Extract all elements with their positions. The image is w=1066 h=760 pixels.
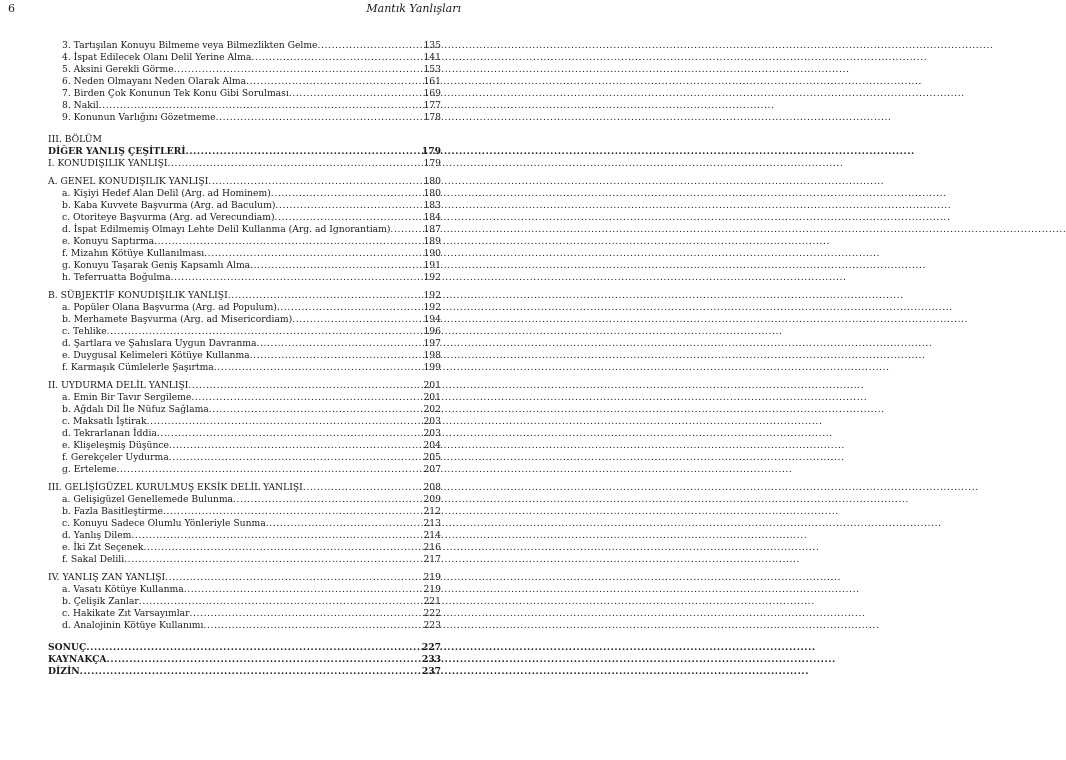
toc-entry-page: 205 xyxy=(423,452,441,463)
toc-entry-title: a. Emin Bir Tavır Sergileme xyxy=(62,392,192,403)
toc-entry[interactable] xyxy=(48,146,441,158)
dot-leader xyxy=(191,392,422,404)
toc-entry[interactable] xyxy=(48,440,441,452)
toc-entry-title: e. Klişeleşmiş Düşünce xyxy=(62,440,169,451)
toc-entry[interactable] xyxy=(48,608,441,620)
toc-entry-page: 141 xyxy=(423,52,441,63)
dot-leader xyxy=(163,506,422,518)
toc-entry[interactable] xyxy=(48,642,441,654)
dot-leader xyxy=(209,404,423,416)
dot-leader xyxy=(168,158,423,170)
toc-entry-title: KAYNAKÇA xyxy=(48,654,107,665)
toc-entry-page: 204 xyxy=(423,440,441,451)
toc-entry[interactable] xyxy=(48,248,441,260)
dot-leader xyxy=(289,88,423,100)
toc-entry-page: 191 xyxy=(423,260,441,271)
toc-entry-title: c. Otoriteye Başvurma (Arg. ad Verecundiam) xyxy=(62,212,275,223)
toc-entry-title: d. Analojinin Kötüye Kullanımı xyxy=(62,620,204,631)
toc-entry[interactable] xyxy=(48,200,441,212)
dot-leader xyxy=(208,176,422,188)
toc-entry[interactable] xyxy=(48,482,441,494)
toc-entry-title: b. Merhamete Başvurma (Arg. ad Misericordiam) xyxy=(62,314,293,325)
dot-leader xyxy=(266,518,423,530)
dot-leader xyxy=(256,338,422,350)
toc-entry[interactable] xyxy=(48,506,441,518)
dot-leader xyxy=(233,494,422,506)
toc-entry-page: 219 xyxy=(423,572,441,583)
toc-entry-title: I. KONUDIŞILIK YANLIŞI xyxy=(48,158,168,169)
dot-leader xyxy=(390,224,422,236)
toc-entry[interactable] xyxy=(48,64,441,76)
toc-entry[interactable] xyxy=(48,260,441,272)
toc-entry-page: 179 xyxy=(421,146,441,157)
toc-entry[interactable] xyxy=(48,362,441,374)
dot-leader xyxy=(169,452,423,464)
toc-entry-title: 7. Birden Çok Konunun Tek Konu Gibi Sorulması xyxy=(62,88,289,99)
toc-entry[interactable] xyxy=(48,188,441,200)
toc-entry-title: c. Maksatlı İştirak xyxy=(62,416,147,427)
toc-entry-title: h. Teferruatta Boğulma xyxy=(62,272,171,283)
toc-entry-title: b. Ağdalı Dil İle Nüfuz Sağlama xyxy=(62,404,209,415)
dot-leader xyxy=(147,416,423,428)
toc-entry-page: 184 xyxy=(423,212,441,223)
toc-entry-title: f. Mizahın Kötüye Kullanılması xyxy=(62,248,205,259)
toc-entry-page: 161 xyxy=(423,76,441,87)
toc-entry-page: 198 xyxy=(423,350,441,361)
dot-leader xyxy=(190,608,423,620)
toc-entry[interactable] xyxy=(48,554,441,566)
toc-entry-title: b. Kaba Kuvvete Başvurma (Arg. ad Baculum) xyxy=(62,200,276,211)
dot-leader xyxy=(86,642,420,654)
toc-entry[interactable] xyxy=(48,666,441,678)
toc-entry-page: 183 xyxy=(423,200,441,211)
toc-entry-title: f. Karmaşık Cümlelerle Şaşırtma xyxy=(62,362,214,373)
toc-entry[interactable] xyxy=(48,530,441,542)
toc-entry-title: IV. YANLIŞ ZAN YANLIŞI xyxy=(48,572,166,583)
toc-entry-page: 180 xyxy=(423,188,441,199)
dot-leader xyxy=(184,584,423,596)
dot-leader xyxy=(204,248,422,260)
toc-entry[interactable] xyxy=(48,494,441,506)
toc-entry-page: 199 xyxy=(423,362,441,373)
toc-entry-title: d. İspat Edilmemiş Olmayı Lehte Delil Kullanma (Arg. ad Ignorantiam) xyxy=(62,224,391,235)
toc-entry-title: d. Yanlış Dilem xyxy=(62,530,132,541)
toc-entry-title: b. Fazla Basitleştirme xyxy=(62,506,163,517)
toc-entry-title: II. UYDURMA DELİL YANLIŞI xyxy=(48,380,189,391)
toc-entry-page: 214 xyxy=(423,530,441,541)
toc-entry-page: 187 xyxy=(423,224,441,235)
dot-leader xyxy=(99,100,423,112)
toc-entry-title: 3. Tartışılan Konuyu Bilmeme veya Bilmezlikten Gelme xyxy=(62,40,318,51)
toc-entry-title: 8. Nakil xyxy=(62,100,99,111)
toc-entry-page: 208 xyxy=(423,482,441,493)
dot-leader xyxy=(165,572,422,584)
toc-entry-title: e. İki Zıt Seçenek xyxy=(62,542,144,553)
toc-entry-page: 179 xyxy=(423,158,441,169)
toc-entry[interactable] xyxy=(48,620,441,632)
toc-entry-title: d. Şartlara ve Şahıslara Uygun Davranma xyxy=(62,338,257,349)
toc-entry[interactable] xyxy=(48,112,441,124)
dot-leader xyxy=(250,350,423,362)
toc-entry-title: A. GENEL KONUDIŞILIK YANLIŞI xyxy=(48,176,209,187)
toc-entry[interactable] xyxy=(48,380,441,392)
toc-entry[interactable] xyxy=(48,40,441,52)
table-of-contents xyxy=(48,40,441,678)
dot-leader xyxy=(171,272,423,284)
dot-leader xyxy=(251,52,422,64)
toc-entry-page: 217 xyxy=(423,554,441,565)
dot-leader xyxy=(124,554,422,566)
dot-leader xyxy=(174,64,423,76)
dot-leader xyxy=(277,302,423,314)
toc-entry-title: B. SÜBJEKTİF KONUDIŞILIK YANLIŞI xyxy=(48,290,228,301)
dot-leader xyxy=(131,530,422,542)
toc-entry-page: 190 xyxy=(423,248,441,259)
toc-entry[interactable] xyxy=(48,518,441,530)
toc-entry[interactable] xyxy=(48,314,441,326)
toc-entry-page: 192 xyxy=(423,302,441,313)
toc-entry-title: c. Hakikate Zıt Varsayımlar xyxy=(62,608,190,619)
toc-entry-title: SONUÇ xyxy=(48,642,87,653)
toc-entry-page: 178 xyxy=(423,112,441,123)
dot-leader xyxy=(116,464,422,476)
toc-entry-page: 197 xyxy=(423,338,441,349)
toc-entry-page: 177 xyxy=(423,100,441,111)
page-number: 6 xyxy=(8,2,15,15)
dot-leader xyxy=(228,290,423,302)
toc-entry-title: 6. Neden Olmayanı Neden Olarak Alma xyxy=(62,76,247,87)
toc-entry-title: a. Gelişigüzel Genellemede Bulunma xyxy=(62,494,234,505)
section-heading: III. BÖLÜM xyxy=(48,134,102,145)
dot-leader xyxy=(80,666,421,678)
toc-entry-page: 207 xyxy=(423,464,441,475)
toc-entry-page: 216 xyxy=(423,542,441,553)
toc-entry-page: 233 xyxy=(421,654,441,665)
toc-entry-title: DİĞER YANLIŞ ÇEŞİTLERİ xyxy=(48,146,186,157)
toc-entry-title: e. Konuyu Saptırma xyxy=(62,236,155,247)
toc-entry[interactable] xyxy=(48,338,441,350)
toc-entry-title: 9. Konunun Varlığını Gözetmeme xyxy=(62,112,216,123)
toc-entry-page: 219 xyxy=(423,584,441,595)
toc-entry[interactable] xyxy=(48,76,441,88)
toc-entry[interactable] xyxy=(48,596,441,608)
toc-entry[interactable] xyxy=(48,404,441,416)
dot-leader xyxy=(188,380,422,392)
toc-entry[interactable] xyxy=(48,542,441,554)
toc-entry[interactable] xyxy=(48,176,441,188)
dot-leader xyxy=(275,212,423,224)
toc-entry-page: 237 xyxy=(421,666,441,677)
dot-leader xyxy=(169,440,422,452)
dot-leader xyxy=(157,428,423,440)
toc-entry-page: 209 xyxy=(423,494,441,505)
toc-entry-page: 203 xyxy=(423,428,441,439)
dot-leader xyxy=(303,482,423,494)
toc-entry[interactable] xyxy=(48,350,441,362)
toc-entry-page: 212 xyxy=(423,506,441,517)
toc-entry[interactable] xyxy=(48,416,441,428)
toc-entry[interactable] xyxy=(48,272,441,284)
toc-entry-title: 5. Aksini Gerekli Görme xyxy=(62,64,174,75)
dot-leader xyxy=(317,40,422,52)
toc-entry[interactable] xyxy=(48,572,441,584)
toc-entry-page: 169 xyxy=(423,88,441,99)
dot-leader xyxy=(203,620,422,632)
toc-entry[interactable] xyxy=(48,326,441,338)
dot-leader xyxy=(216,112,423,124)
dot-leader xyxy=(144,542,423,554)
toc-entry-page: 203 xyxy=(423,416,441,427)
toc-entry-title: a. Vasatı Kötüye Kullanma xyxy=(62,584,184,595)
toc-entry-page: 192 xyxy=(423,290,441,301)
toc-entry[interactable] xyxy=(48,224,441,236)
toc-entry-title: b. Çelişik Zanlar xyxy=(62,596,139,607)
toc-entry[interactable] xyxy=(48,212,441,224)
toc-entry[interactable] xyxy=(48,290,441,302)
dot-leader xyxy=(139,596,423,608)
toc-entry[interactable] xyxy=(48,88,441,100)
toc-entry-page: 202 xyxy=(423,404,441,415)
toc-entry-title: g. Konuyu Taşarak Geniş Kapsamlı Alma xyxy=(62,260,251,271)
toc-entry-page: 227 xyxy=(421,642,441,653)
dot-leader xyxy=(250,260,422,272)
toc-entry[interactable] xyxy=(48,52,441,64)
toc-entry-page: 189 xyxy=(423,236,441,247)
toc-entry-title: f. Gerekçeler Uydurma xyxy=(62,452,169,463)
dot-leader xyxy=(271,188,423,200)
toc-entry-page: 153 xyxy=(423,64,441,75)
dot-leader xyxy=(292,314,422,326)
toc-entry-title: f. Sakal Delili xyxy=(62,554,125,565)
toc-entry[interactable] xyxy=(48,302,441,314)
dot-leader xyxy=(186,146,421,158)
toc-entry[interactable] xyxy=(48,654,441,666)
toc-entry-title: 4. İspat Edilecek Olanı Delil Yerine Alma xyxy=(62,52,252,63)
dot-leader xyxy=(107,654,421,666)
dot-leader xyxy=(214,362,423,374)
toc-entry-page: 213 xyxy=(423,518,441,529)
toc-entry[interactable] xyxy=(48,584,441,596)
toc-entry-page: 223 xyxy=(423,620,441,631)
toc-entry-title: c. Konuyu Sadece Olumlu Yönleriyle Sunma xyxy=(62,518,266,529)
toc-entry-page: 180 xyxy=(423,176,441,187)
toc-entry-page: 194 xyxy=(423,314,441,325)
toc-entry[interactable] xyxy=(48,428,441,440)
toc-entry-title: g. Erteleme xyxy=(62,464,117,475)
toc-entry[interactable] xyxy=(48,452,441,464)
running-head: Mantık Yanlışları xyxy=(366,2,461,15)
toc-entry[interactable] xyxy=(48,236,441,248)
toc-entry-page: 222 xyxy=(423,608,441,619)
toc-entry-title: DİZİN xyxy=(48,666,80,677)
toc-entry-title: e. Duygusal Kelimeleri Kötüye Kullanma xyxy=(62,350,250,361)
toc-entry-title: c. Tehlike xyxy=(62,326,107,337)
toc-entry[interactable] xyxy=(48,158,441,170)
dot-leader xyxy=(275,200,422,212)
toc-entry-title: a. Popüler Olana Başvurma (Arg. ad Populum) xyxy=(62,302,277,313)
dot-leader xyxy=(107,326,423,338)
toc-entry-title: d. Tekrarlanan İddia xyxy=(62,428,157,439)
toc-entry-page: 221 xyxy=(423,596,441,607)
toc-entry-title: III. GELİŞİGÜZEL KURULMUŞ EKSİK DELİL YANLIŞI xyxy=(48,482,303,493)
toc-entry-page: 192 xyxy=(423,272,441,283)
toc-entry[interactable] xyxy=(48,464,441,476)
toc-entry-page: 201 xyxy=(423,392,441,403)
toc-entry-title: a. Kişiyi Hedef Alan Delil (Arg. ad Hominem) xyxy=(62,188,271,199)
toc-entry-page: 135 xyxy=(423,40,441,51)
toc-entry-page: 196 xyxy=(423,326,441,337)
toc-entry-page: 201 xyxy=(423,380,441,391)
toc-entry[interactable] xyxy=(48,392,441,404)
dot-leader xyxy=(154,236,422,248)
dot-leader xyxy=(246,76,422,88)
toc-entry[interactable] xyxy=(48,100,441,112)
